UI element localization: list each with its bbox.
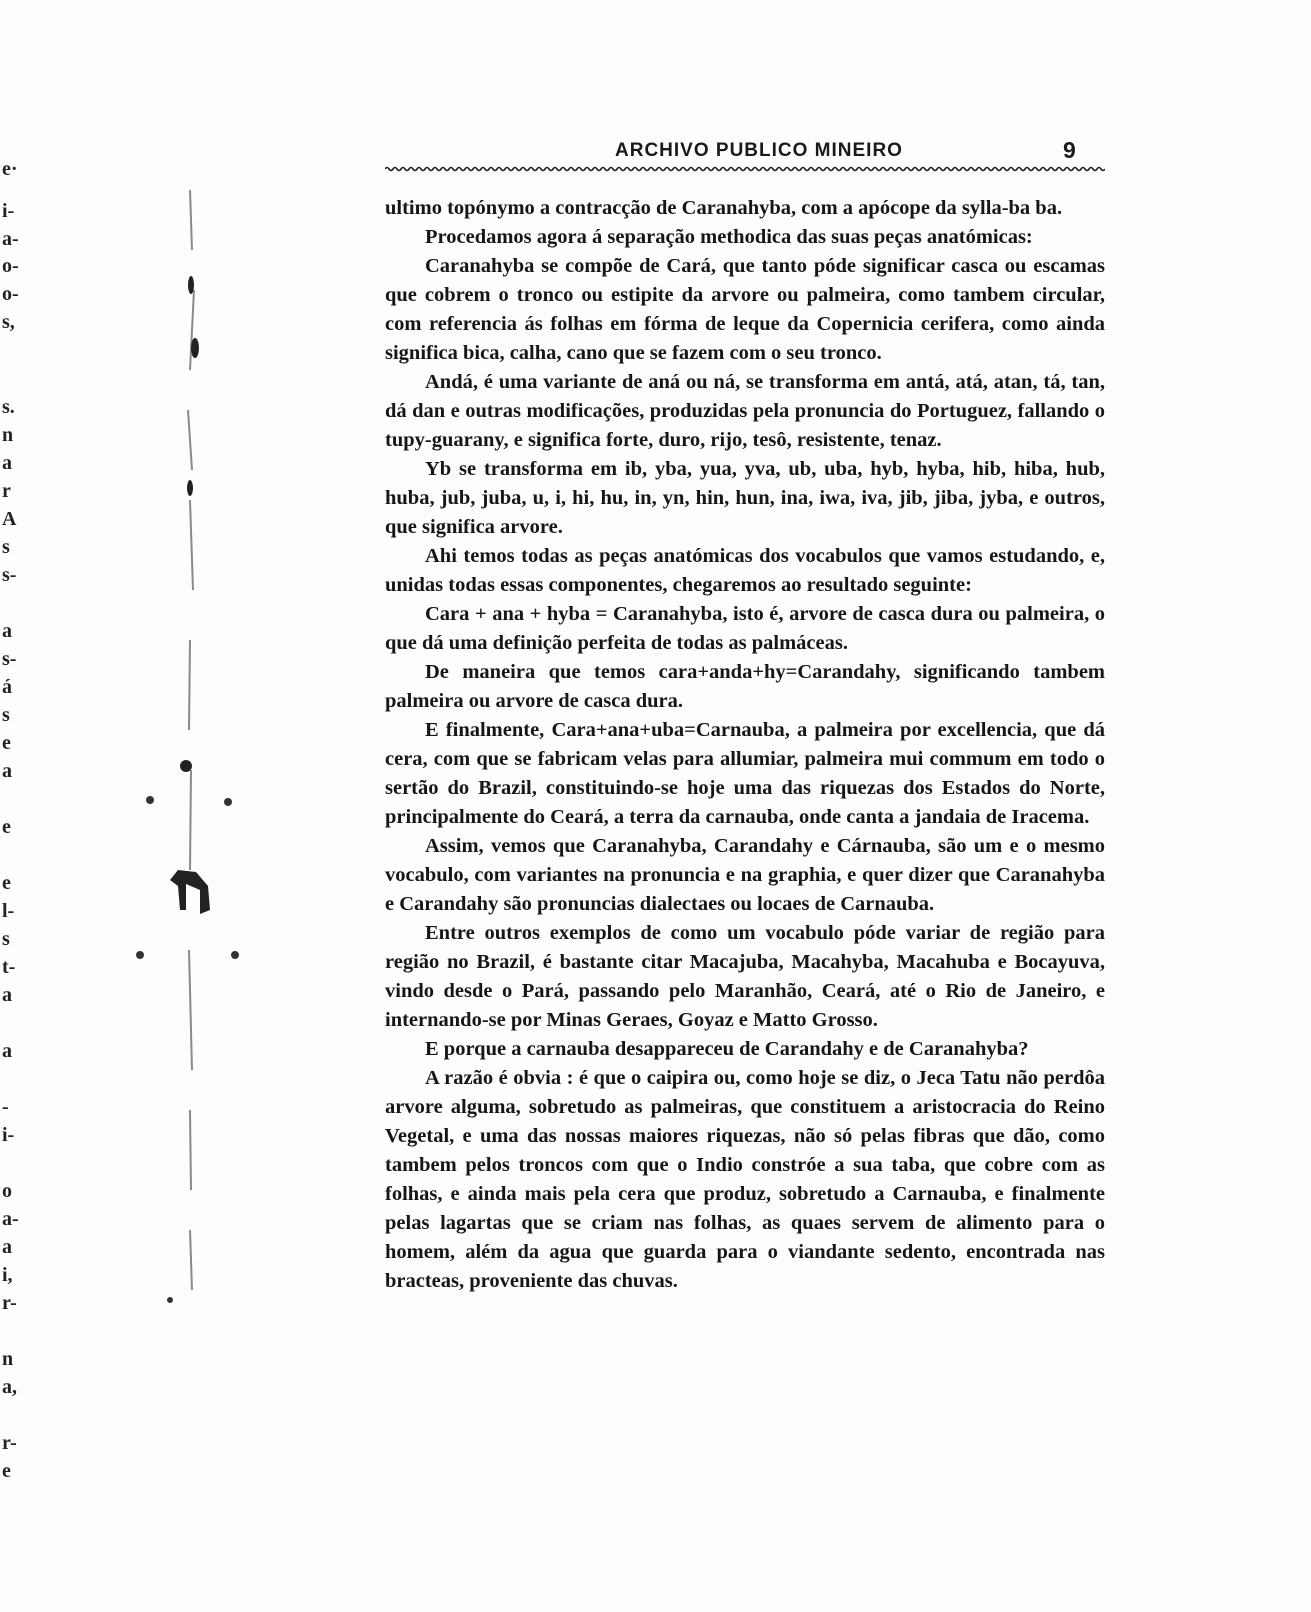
bleed-fragment: e bbox=[2, 816, 11, 838]
bleed-fragment: a bbox=[2, 760, 12, 782]
bleed-fragment: e bbox=[2, 872, 11, 894]
bleed-fragment: A bbox=[2, 508, 17, 530]
bleed-fragment: s bbox=[2, 928, 10, 950]
binding-hole bbox=[167, 1297, 173, 1303]
bleed-fragment: o- bbox=[2, 255, 19, 277]
bleed-fragment: a bbox=[2, 1236, 12, 1258]
bleed-fragment: r bbox=[2, 480, 11, 502]
bleed-fragment: n bbox=[2, 1348, 14, 1370]
bleed-fragment: e bbox=[2, 1460, 11, 1482]
binding-hole bbox=[231, 951, 239, 959]
paragraph: Procedamos agora á separação methodica das suas peças anatómicas: bbox=[425, 226, 1033, 248]
bleed-fragment: i- bbox=[2, 200, 15, 222]
paragraph: Yb se transforma em ib, yba, yua, yva, ub, uba, hyb, hyba, hib, hiba, hub, huba, jub, juba, u, i, hi, hu, in, yn, hin, hun, ina, iwa, iva, jib, jiba, jyba, e outros, que significa arvore. bbox=[385, 458, 1105, 538]
article-body bbox=[385, 194, 1105, 1296]
bleed-fragment: s. bbox=[2, 396, 15, 418]
bleed-fragment: s- bbox=[2, 648, 17, 670]
bleed-fragment: a- bbox=[2, 228, 19, 250]
bleed-fragment: l- bbox=[2, 900, 15, 922]
bleed-fragment: s bbox=[2, 536, 10, 558]
paragraph: Entre outros exemplos de como um vocabulo póde variar de região para região no Brazil, é bastante citar Macajuba, Macahyba, Macahuba e Bocayuva, vindo desde o Pará, passando pelo Maranhão, Ceará, até o Rio de Janeiro, e internando-se por Minas Geraes, Goyaz e Matto Grosso. bbox=[385, 922, 1105, 1031]
bleed-fragment: a bbox=[2, 1040, 12, 1062]
running-header bbox=[385, 137, 1105, 170]
bleed-fragment: e bbox=[2, 732, 11, 754]
binding-hole bbox=[136, 951, 144, 959]
binding-gutter-marks bbox=[120, 170, 260, 1370]
formula-paragraph: Cara + ana + hyba = Caranahyba, isto é, arvore de casca dura ou palmeira, o que dá uma definição perfeita de todas as palmáceas. bbox=[385, 603, 1105, 654]
facing-page-bleed bbox=[0, 150, 30, 1550]
binding-hole bbox=[180, 760, 192, 772]
bleed-fragment: i- bbox=[2, 1124, 15, 1146]
binding-clip bbox=[170, 870, 210, 914]
paragraph: Andá, é uma variante de aná ou ná, se transforma em antá, atá, atan, tá, tan, dá dan e outras modificações, produzidas pela pronuncia do Portuguez, fallando o tupy-guarany, e significa forte, duro, rijo, tesô, resistente, tenaz. bbox=[385, 371, 1105, 451]
page-number: 9 bbox=[1063, 137, 1076, 163]
bleed-fragment: a bbox=[2, 984, 12, 1006]
bleed-fragment: a- bbox=[2, 1208, 19, 1230]
bleed-fragment: - bbox=[2, 1096, 9, 1118]
bleed-fragment: s, bbox=[2, 311, 15, 333]
bleed-fragment: r- bbox=[2, 1292, 17, 1314]
bleed-fragment: a bbox=[2, 452, 12, 474]
paragraph: Caranahyba se compõe de Cará, que tanto póde significar casca ou escamas que cobrem o tronco ou estipite da arvore ou palmeira, como tambem circular, com referencia ás folhas em fórma de leque da Copernicia cerifera, como ainda significa bica, calha, cano que se fazem com o seu tronco. bbox=[385, 255, 1105, 364]
paragraph: E porque a carnauba desappareceu de Carandahy e de Caranahyba? bbox=[425, 1038, 1029, 1060]
bleed-fragment: i, bbox=[2, 1264, 13, 1286]
binding-hole bbox=[188, 276, 194, 294]
bleed-fragment: a bbox=[2, 620, 12, 642]
bleed-fragment: a, bbox=[2, 1376, 17, 1398]
bleed-fragment: o bbox=[2, 1180, 12, 1202]
journal-title: ARCHIVO PUBLICO MINEIRO bbox=[615, 140, 903, 161]
bleed-fragment: s- bbox=[2, 564, 17, 586]
paragraph: ultimo topónymo a contracção de Caranahyba, com a apócope da sylla-ba ba. bbox=[385, 197, 1063, 219]
bleed-fragment: n bbox=[2, 424, 14, 446]
binding-hole bbox=[187, 480, 193, 496]
bleed-fragment: t- bbox=[2, 956, 16, 978]
paragraph: A razão é obvia : é que o caipira ou, como hoje se diz, o Jeca Tatu não perdôa arvore alguma, sobretudo as palmeiras, que constituem a aristocracia do Reino Vegetal, e uma das nossas maiores riquezas, não só pelas fibras que dão, como tambem pelos troncos com que o Indio constróe a sua taba, que cobre com as folhas, e ainda mais pela cera que produz, sobretudo a Carnauba, e finalmente pelas lagartas que se criam nas folhas, as quaes servem de alimento para o homem, além da agua que guarda para o viandante sedento, encontrada nas bracteas, proveniente das chuvas. bbox=[385, 1067, 1105, 1292]
binding-hole bbox=[146, 796, 154, 804]
paragraph: Assim, vemos que Caranahyba, Carandahy e Cárnauba, são um e o mesmo vocabulo, com variantes na pronuncia e na graphia, e quer dizer que Caranahyba e Carandahy são pronuncias dialectaes ou locaes de Carnauba. bbox=[385, 835, 1105, 915]
header-rule bbox=[385, 166, 1105, 172]
bleed-fragment: r- bbox=[2, 1432, 17, 1454]
paragraph: De maneira que temos cara+anda+hy=Carandahy, significando tambem palmeira ou arvore de casca dura. bbox=[385, 661, 1105, 712]
bleed-fragment: o- bbox=[2, 283, 19, 305]
paragraph: Ahi temos todas as peças anatómicas dos vocabulos que vamos estudando, e, unidas todas essas componentes, chegaremos ao resultado seguinte: bbox=[385, 545, 1105, 596]
binding-hole bbox=[224, 798, 232, 806]
paragraph: E finalmente, Cara+ana+uba=Carnauba, a palmeira por excellencia, que dá cera, com que se fabricam velas para allumiar, palmeira mui commum em todo o sertão do Brazil, constituindo-se hoje uma das riquezas dos Estados do Norte, principalmente do Ceará, a terra da carnauba, onde canta a jandaia de Iracema. bbox=[385, 719, 1105, 828]
binding-hole bbox=[191, 338, 199, 358]
bleed-fragment: á bbox=[2, 676, 12, 698]
bleed-fragment: s bbox=[2, 704, 10, 726]
bleed-fragment: e· bbox=[2, 158, 18, 180]
